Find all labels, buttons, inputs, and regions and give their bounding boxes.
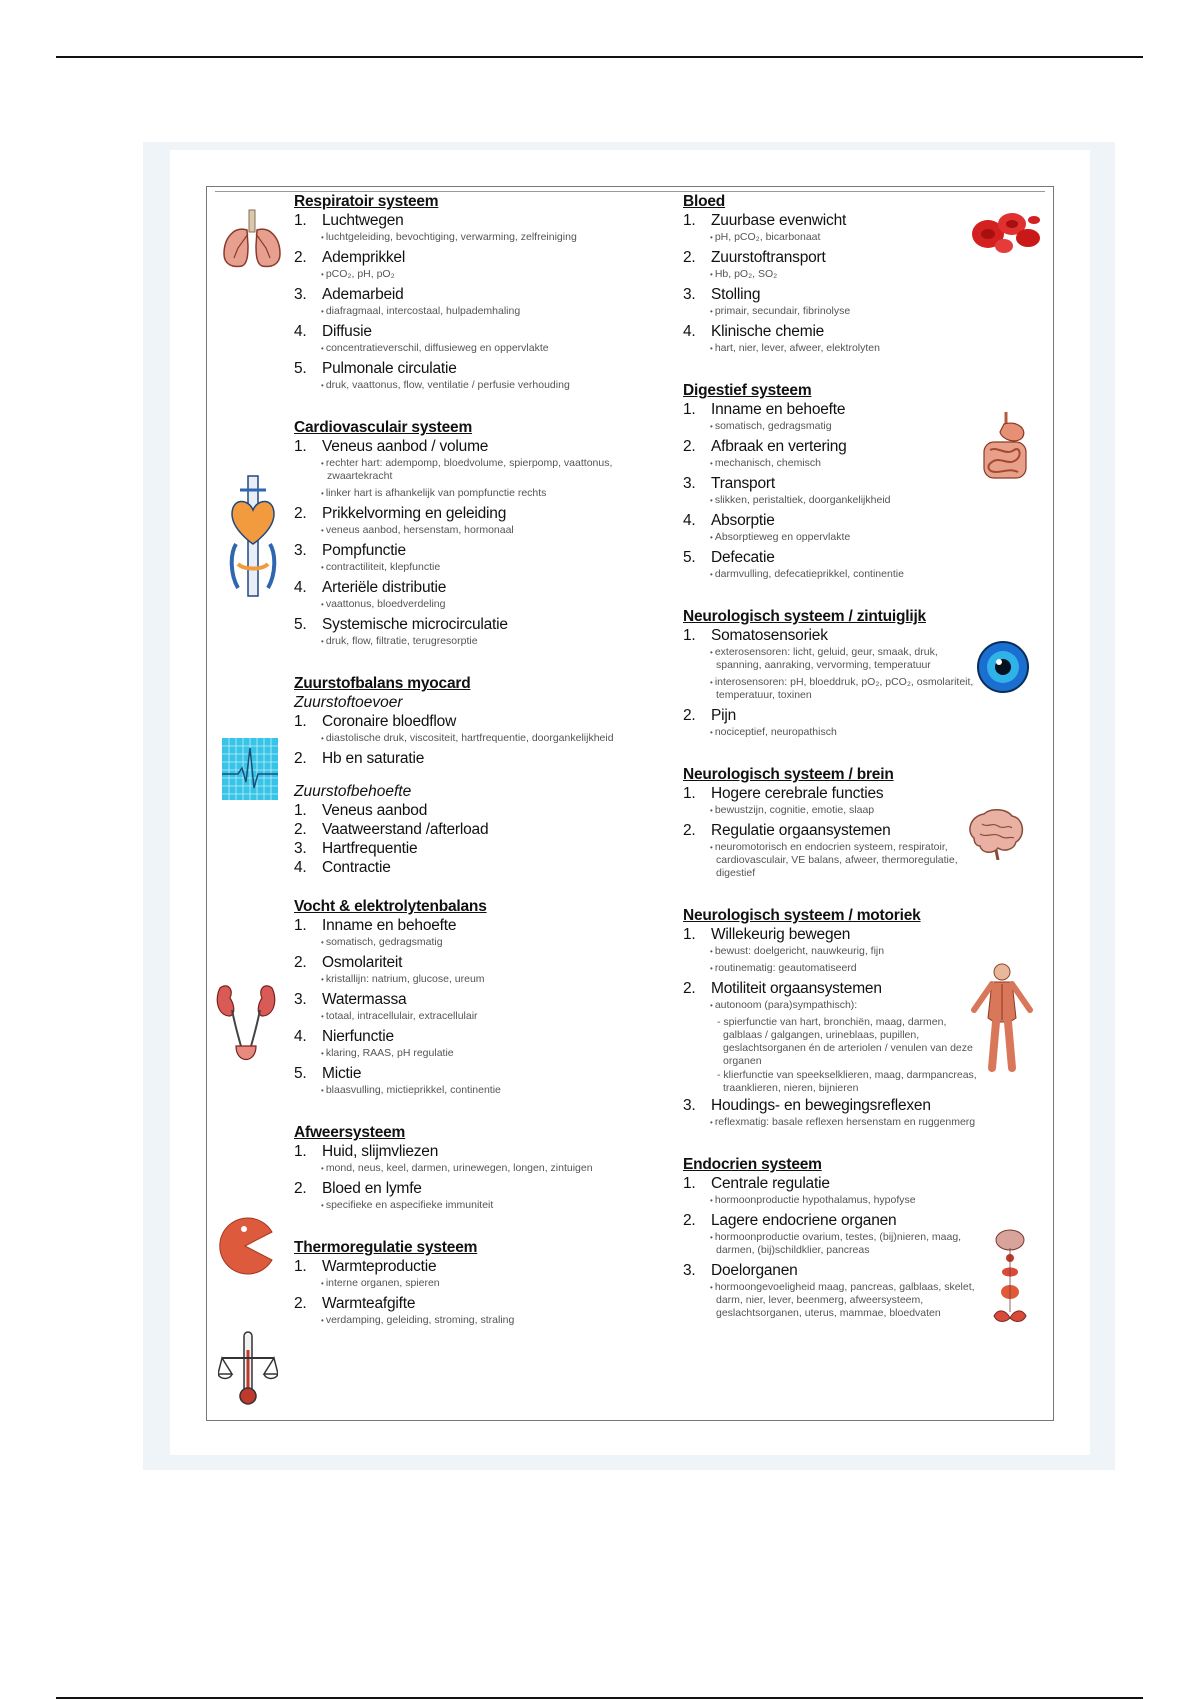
item-row bbox=[294, 801, 639, 820]
item-label: Huid, slijmvliezen bbox=[322, 1143, 439, 1160]
item-note: • blaasvulling, mictieprikkel, continentie bbox=[294, 1084, 639, 1097]
muscle-body-icon bbox=[970, 962, 1034, 1072]
section-title: Vocht & elektrolytenbalans bbox=[294, 898, 487, 915]
section-zintuiglijk bbox=[683, 607, 983, 739]
item-note: • vaattonus, bloedverdeling bbox=[294, 598, 639, 611]
item-list bbox=[683, 784, 983, 880]
item-row bbox=[294, 437, 639, 456]
item-number: 2. bbox=[683, 980, 696, 997]
list-item bbox=[294, 839, 639, 858]
item-note: • hart, nier, lever, afweer, elektrolyten bbox=[683, 342, 983, 355]
item-note: • Absorptieweg en oppervlakte bbox=[683, 531, 983, 544]
list-item bbox=[683, 211, 983, 244]
item-label: Vaatweerstand /afterload bbox=[322, 821, 489, 838]
item-note: • bewustzijn, cognitie, emotie, slaap bbox=[683, 804, 983, 817]
item-label: Centrale regulatie bbox=[711, 1175, 830, 1192]
item-label: Luchtwegen bbox=[322, 212, 404, 229]
item-row bbox=[294, 504, 639, 523]
item-row bbox=[294, 322, 639, 341]
item-label: Warmteafgifte bbox=[322, 1295, 416, 1312]
list-item bbox=[294, 359, 639, 392]
item-note: • veneus aanbod, hersenstam, hormonaal bbox=[294, 524, 639, 537]
list-item bbox=[294, 858, 639, 877]
item-note: • verdamping, geleiding, stroming, straling bbox=[294, 1314, 639, 1327]
item-note: • primair, secundair, fibrinolyse bbox=[683, 305, 983, 318]
item-row bbox=[294, 858, 639, 877]
section-brein bbox=[683, 765, 983, 880]
item-row bbox=[683, 1096, 983, 1115]
list-item bbox=[294, 916, 639, 949]
endocrine-organs-icon bbox=[988, 1228, 1030, 1336]
item-note: • concentratieverschil, diffusieweg en oppervlakte bbox=[294, 342, 639, 355]
list-item bbox=[294, 437, 639, 500]
heart-circulation-icon bbox=[228, 474, 278, 598]
item-number: 4. bbox=[294, 323, 307, 340]
item-row bbox=[294, 712, 639, 731]
blood-cells-icon bbox=[968, 206, 1042, 256]
list-item bbox=[294, 1257, 639, 1290]
kidneys-icon bbox=[214, 980, 278, 1068]
item-number: 3. bbox=[294, 286, 307, 303]
thermometer-scale-icon bbox=[218, 1330, 278, 1408]
item-row bbox=[683, 1261, 983, 1280]
item-row bbox=[294, 211, 639, 230]
item-list bbox=[683, 1174, 983, 1320]
item-row bbox=[294, 839, 639, 858]
list-item bbox=[683, 821, 983, 880]
item-label: Bloed en lymfe bbox=[322, 1180, 422, 1197]
list-item bbox=[683, 1096, 983, 1129]
item-number: 2. bbox=[294, 821, 307, 838]
item-number: 1. bbox=[683, 401, 696, 418]
item-note: • bewust: doelgericht, nauwkeurig, fijn bbox=[683, 945, 983, 958]
item-label: Transport bbox=[711, 475, 775, 492]
item-label: Regulatie orgaansystemen bbox=[711, 822, 891, 839]
section-title: Endocrien systeem bbox=[683, 1156, 822, 1173]
item-label: Motiliteit orgaansystemen bbox=[711, 980, 882, 997]
item-number: 2. bbox=[683, 822, 696, 839]
item-note: • hormoonproductie hypothalamus, hypofyse bbox=[683, 1194, 983, 1207]
item-label: Klinische chemie bbox=[711, 323, 825, 340]
section-title: Respiratoir systeem bbox=[294, 193, 439, 210]
section-vocht bbox=[294, 897, 639, 1097]
item-note: • linker hart is afhankelijk van pompfunctie rechts bbox=[294, 487, 639, 500]
item-label: Somatosensoriek bbox=[711, 627, 828, 644]
item-number: 1. bbox=[683, 627, 696, 644]
section-motoriek bbox=[683, 906, 983, 1129]
item-note: • interne organen, spieren bbox=[294, 1277, 639, 1290]
item-label: Contractie bbox=[322, 859, 391, 876]
list-item bbox=[683, 1174, 983, 1207]
item-label: Veneus aanbod bbox=[322, 802, 428, 819]
item-number: 1. bbox=[294, 713, 307, 730]
item-number: 2. bbox=[683, 438, 696, 455]
item-number: 2. bbox=[683, 249, 696, 266]
list-item bbox=[294, 211, 639, 244]
item-row bbox=[683, 925, 983, 944]
item-number: 2. bbox=[294, 750, 307, 767]
item-number: 1. bbox=[683, 212, 696, 229]
list-item bbox=[683, 474, 983, 507]
item-number: 3. bbox=[683, 1097, 696, 1114]
eye-icon bbox=[976, 640, 1030, 694]
item-label: Hartfrequentie bbox=[322, 840, 418, 857]
item-label: Houdings- en bewegingsreflexen bbox=[711, 1097, 931, 1114]
section-digestief bbox=[683, 381, 983, 581]
item-label: Mictie bbox=[322, 1065, 362, 1082]
item-note: • druk, flow, filtratie, terugresorptie bbox=[294, 635, 639, 648]
item-label: Absorptie bbox=[711, 512, 775, 529]
digestive-tract-icon bbox=[978, 410, 1032, 484]
list-item bbox=[683, 248, 983, 281]
item-label: Ademarbeid bbox=[322, 286, 404, 303]
item-list bbox=[294, 1257, 639, 1327]
item-label: Pulmonale circulatie bbox=[322, 360, 457, 377]
item-row bbox=[294, 359, 639, 378]
item-note: • darmvulling, defecatieprikkel, continentie bbox=[683, 568, 983, 581]
item-note: • hormoonproductie ovarium, testes, (bij)nieren, maag, darmen, (bij)schildklier, pancreas bbox=[683, 1231, 983, 1257]
item-list bbox=[683, 211, 983, 355]
item-subnote: - klierfunctie van speekselklieren, maag, darmpancreas, traanklieren, nieren, bijnieren bbox=[717, 1069, 977, 1094]
item-row bbox=[294, 1142, 639, 1161]
item-label: Watermassa bbox=[322, 991, 407, 1008]
list-item bbox=[294, 285, 639, 318]
list-item bbox=[294, 615, 639, 648]
item-label: Lagere endocriene organen bbox=[711, 1212, 897, 1229]
left-column bbox=[294, 192, 639, 1331]
item-note: • slikken, peristaltiek, doorgankelijkheid bbox=[683, 494, 983, 507]
group-subtitle: Zuurstoftoevoer bbox=[294, 694, 403, 711]
section-cardiovasculair bbox=[294, 418, 639, 648]
item-number: 1. bbox=[294, 438, 307, 455]
item-number: 4. bbox=[294, 579, 307, 596]
item-number: 1. bbox=[294, 1258, 307, 1275]
section-title: Neurologisch systeem / brein bbox=[683, 766, 894, 783]
pacman-icon bbox=[214, 1215, 276, 1277]
item-note: • mond, neus, keel, darmen, urinewegen, longen, zintuigen bbox=[294, 1162, 639, 1175]
item-label: Afbraak en vertering bbox=[711, 438, 847, 455]
item-row bbox=[294, 990, 639, 1009]
item-number: 2. bbox=[683, 1212, 696, 1229]
item-note: • kristallijn: natrium, glucose, ureum bbox=[294, 973, 639, 986]
item-row bbox=[683, 437, 983, 456]
section-afweer bbox=[294, 1123, 639, 1212]
list-item bbox=[294, 1294, 639, 1327]
list-item bbox=[683, 322, 983, 355]
list-item bbox=[683, 706, 983, 739]
item-number: 1. bbox=[294, 917, 307, 934]
item-row bbox=[294, 615, 639, 634]
list-item bbox=[294, 1179, 639, 1212]
item-row bbox=[294, 578, 639, 597]
item-number: 5. bbox=[294, 616, 307, 633]
item-label: Doelorganen bbox=[711, 1262, 798, 1279]
item-row bbox=[294, 285, 639, 304]
list-item bbox=[294, 322, 639, 355]
item-label: Hogere cerebrale functies bbox=[711, 785, 884, 802]
list-item bbox=[683, 626, 983, 702]
section-respiratoir bbox=[294, 192, 639, 392]
brain-icon bbox=[966, 808, 1024, 860]
section-title: Digestief systeem bbox=[683, 382, 812, 399]
item-row bbox=[294, 953, 639, 972]
list-item bbox=[294, 1064, 639, 1097]
item-label: Diffusie bbox=[322, 323, 372, 340]
section-zuurstofbalans bbox=[294, 674, 639, 877]
list-item bbox=[683, 437, 983, 470]
group-subtitle: Zuurstofbehoefte bbox=[294, 783, 412, 800]
item-number: 1. bbox=[294, 1143, 307, 1160]
item-label: Zuurbase evenwicht bbox=[711, 212, 847, 229]
item-row bbox=[294, 1294, 639, 1313]
item-list bbox=[294, 437, 639, 648]
item-row bbox=[683, 821, 983, 840]
item-row bbox=[683, 400, 983, 419]
item-row bbox=[294, 749, 639, 768]
item-note: • totaal, intracellulair, extracellulair bbox=[294, 1010, 639, 1023]
item-note: • exterosensoren: licht, geluid, geur, smaak, druk, spanning, aanraking, vervorming, temperatuur bbox=[683, 646, 983, 672]
section-title: Afweersysteem bbox=[294, 1124, 406, 1141]
item-number: 1. bbox=[683, 785, 696, 802]
ecg-grid-icon bbox=[222, 738, 278, 800]
item-number: 1. bbox=[683, 926, 696, 943]
list-item bbox=[683, 1261, 983, 1320]
section-title: Thermoregulatie systeem bbox=[294, 1239, 478, 1256]
list-item bbox=[683, 784, 983, 817]
item-number: 4. bbox=[683, 323, 696, 340]
item-label: Prikkelvorming en geleiding bbox=[322, 505, 507, 522]
item-note: • mechanisch, chemisch bbox=[683, 457, 983, 470]
item-number: 2. bbox=[294, 1295, 307, 1312]
item-note: • interosensoren: pH, bloeddruk, pO₂, pCO₂, osmolariteit, temperatuur, toxinen bbox=[683, 676, 983, 702]
list-item bbox=[683, 511, 983, 544]
item-number: 1. bbox=[683, 1175, 696, 1192]
right-column bbox=[683, 192, 983, 1324]
item-number: 5. bbox=[294, 360, 307, 377]
item-number: 4. bbox=[683, 512, 696, 529]
item-label: Veneus aanbod / volume bbox=[322, 438, 489, 455]
footer-rule bbox=[56, 1697, 1143, 1699]
item-list bbox=[294, 211, 639, 392]
item-note: • somatisch, gedragsmatig bbox=[683, 420, 983, 433]
section-title: Bloed bbox=[683, 193, 726, 210]
header-rule bbox=[56, 56, 1143, 58]
item-row bbox=[683, 248, 983, 267]
item-number: 2. bbox=[294, 505, 307, 522]
item-number: 2. bbox=[683, 707, 696, 724]
item-row bbox=[683, 706, 983, 725]
item-list bbox=[683, 626, 983, 739]
item-number: 4. bbox=[294, 1028, 307, 1045]
item-note: • klaring, RAAS, pH regulatie bbox=[294, 1047, 639, 1060]
list-item bbox=[294, 1027, 639, 1060]
item-list bbox=[683, 925, 983, 1129]
list-item bbox=[294, 749, 639, 768]
item-number: 3. bbox=[294, 991, 307, 1008]
item-list bbox=[294, 801, 639, 877]
item-row bbox=[294, 1064, 639, 1083]
item-label: Zuurstoftransport bbox=[711, 249, 826, 266]
item-row bbox=[294, 1027, 639, 1046]
section-title: Cardiovasculair systeem bbox=[294, 419, 473, 436]
item-note: • rechter hart: adempomp, bloedvolume, spierpomp, vaattonus, zwaartekracht bbox=[294, 457, 639, 483]
item-row bbox=[683, 626, 983, 645]
list-item bbox=[294, 504, 639, 537]
list-item bbox=[683, 285, 983, 318]
item-row bbox=[294, 1257, 639, 1276]
item-number: 3. bbox=[294, 542, 307, 559]
item-list bbox=[294, 1142, 639, 1212]
section-endocrien bbox=[683, 1155, 983, 1320]
item-note: • neuromotorisch en endocrien systeem, respiratoir, cardiovasculair, VE balans, afweer, thermoregulatie, digestief bbox=[683, 841, 983, 880]
item-row bbox=[294, 248, 639, 267]
item-number: 3. bbox=[294, 840, 307, 857]
item-number: 3. bbox=[683, 1262, 696, 1279]
list-item bbox=[294, 541, 639, 574]
item-row bbox=[683, 511, 983, 530]
item-number: 3. bbox=[683, 475, 696, 492]
item-note: • nociceptief, neuropathisch bbox=[683, 726, 983, 739]
item-label: Hb en saturatie bbox=[322, 750, 425, 767]
list-item bbox=[294, 953, 639, 986]
item-number: 1. bbox=[294, 802, 307, 819]
item-row bbox=[294, 820, 639, 839]
item-label: Stolling bbox=[711, 286, 761, 303]
item-label: Defecatie bbox=[711, 549, 775, 566]
item-row bbox=[683, 979, 983, 998]
item-note: • hormoongevoeligheid maag, pancreas, galblaas, skelet, darm, nier, lever, beenmerg, afweersysteem, geslachtsorganen, uterus, mammae, bloedvaten bbox=[683, 1281, 983, 1320]
list-item bbox=[294, 248, 639, 281]
list-item bbox=[683, 1211, 983, 1257]
item-row bbox=[294, 916, 639, 935]
item-row bbox=[683, 548, 983, 567]
item-row bbox=[683, 474, 983, 493]
item-number: 4. bbox=[294, 859, 307, 876]
item-note: • specifieke en aspecifieke immuniteit bbox=[294, 1199, 639, 1212]
item-number: 3. bbox=[683, 286, 696, 303]
item-list bbox=[683, 400, 983, 581]
item-note: • diastolische druk, viscositeit, hartfrequentie, doorgankelijkheid bbox=[294, 732, 639, 745]
item-number: 5. bbox=[683, 549, 696, 566]
item-label: Inname en behoefte bbox=[711, 401, 846, 418]
item-note: • contractiliteit, klepfunctie bbox=[294, 561, 639, 574]
section-thermo bbox=[294, 1238, 639, 1327]
item-row bbox=[683, 1211, 983, 1230]
item-note: • pH, pCO₂, bicarbonaat bbox=[683, 231, 983, 244]
section-title: Neurologisch systeem / zintuiglijk bbox=[683, 608, 926, 625]
item-number: 2. bbox=[294, 249, 307, 266]
item-label: Systemische microcirculatie bbox=[322, 616, 508, 633]
item-number: 1. bbox=[294, 212, 307, 229]
item-label: Osmolariteit bbox=[322, 954, 403, 971]
item-row bbox=[683, 322, 983, 341]
list-item bbox=[294, 578, 639, 611]
item-row bbox=[294, 541, 639, 560]
item-label: Pompfunctie bbox=[322, 542, 406, 559]
item-note: • diafragmaal, intercostaal, hulpademhaling bbox=[294, 305, 639, 318]
item-subnote: - spierfunctie van hart, bronchiën, maag, darmen, galblaas / galgangen, urineblaas, pupillen, geslachtsorganen én de arteriolen / venulen van deze organen bbox=[717, 1016, 973, 1067]
list-item bbox=[683, 925, 983, 975]
item-note: • druk, vaattonus, flow, ventilatie / perfusie verhouding bbox=[294, 379, 639, 392]
item-row bbox=[294, 1179, 639, 1198]
item-label: Pijn bbox=[711, 707, 737, 724]
item-number: 5. bbox=[294, 1065, 307, 1082]
section-bloed bbox=[683, 192, 983, 355]
item-number: 2. bbox=[294, 1180, 307, 1197]
item-note: • Hb, pO₂, SO₂ bbox=[683, 268, 983, 281]
item-note: • routinematig: geautomatiseerd bbox=[683, 962, 983, 975]
item-number: 2. bbox=[294, 954, 307, 971]
list-item bbox=[294, 712, 639, 745]
section-title: Zuurstofbalans myocard bbox=[294, 675, 471, 692]
list-item bbox=[683, 400, 983, 433]
item-note: • reflexmatig: basale reflexen hersenstam en ruggenmerg bbox=[683, 1116, 983, 1129]
item-note: • luchtgeleiding, bevochtiging, verwarming, zelfreiniging bbox=[294, 231, 639, 244]
item-row bbox=[683, 211, 983, 230]
item-label: Willekeurig bewegen bbox=[711, 926, 851, 943]
item-list bbox=[294, 916, 639, 1097]
list-item bbox=[683, 979, 983, 1095]
list-item bbox=[683, 548, 983, 581]
item-label: Ademprikkel bbox=[322, 249, 406, 266]
item-label: Warmteproductie bbox=[322, 1258, 437, 1275]
section-title: Neurologisch systeem / motoriek bbox=[683, 907, 921, 924]
item-row bbox=[683, 784, 983, 803]
list-item bbox=[294, 990, 639, 1023]
item-row bbox=[683, 1174, 983, 1193]
list-item bbox=[294, 1142, 639, 1175]
item-note: • autonoom (para)sympathisch): bbox=[683, 999, 983, 1012]
item-note: • somatisch, gedragsmatig bbox=[294, 936, 639, 949]
list-item bbox=[294, 801, 639, 820]
item-label: Arteriële distributie bbox=[322, 579, 447, 596]
item-row bbox=[683, 285, 983, 304]
item-label: Nierfunctie bbox=[322, 1028, 394, 1045]
item-label: Coronaire bloedflow bbox=[322, 713, 457, 730]
item-list bbox=[294, 712, 639, 768]
item-label: Inname en behoefte bbox=[322, 917, 457, 934]
item-note: • pCO₂, pH, pO₂ bbox=[294, 268, 639, 281]
list-item bbox=[294, 820, 639, 839]
lungs-icon bbox=[220, 208, 284, 270]
